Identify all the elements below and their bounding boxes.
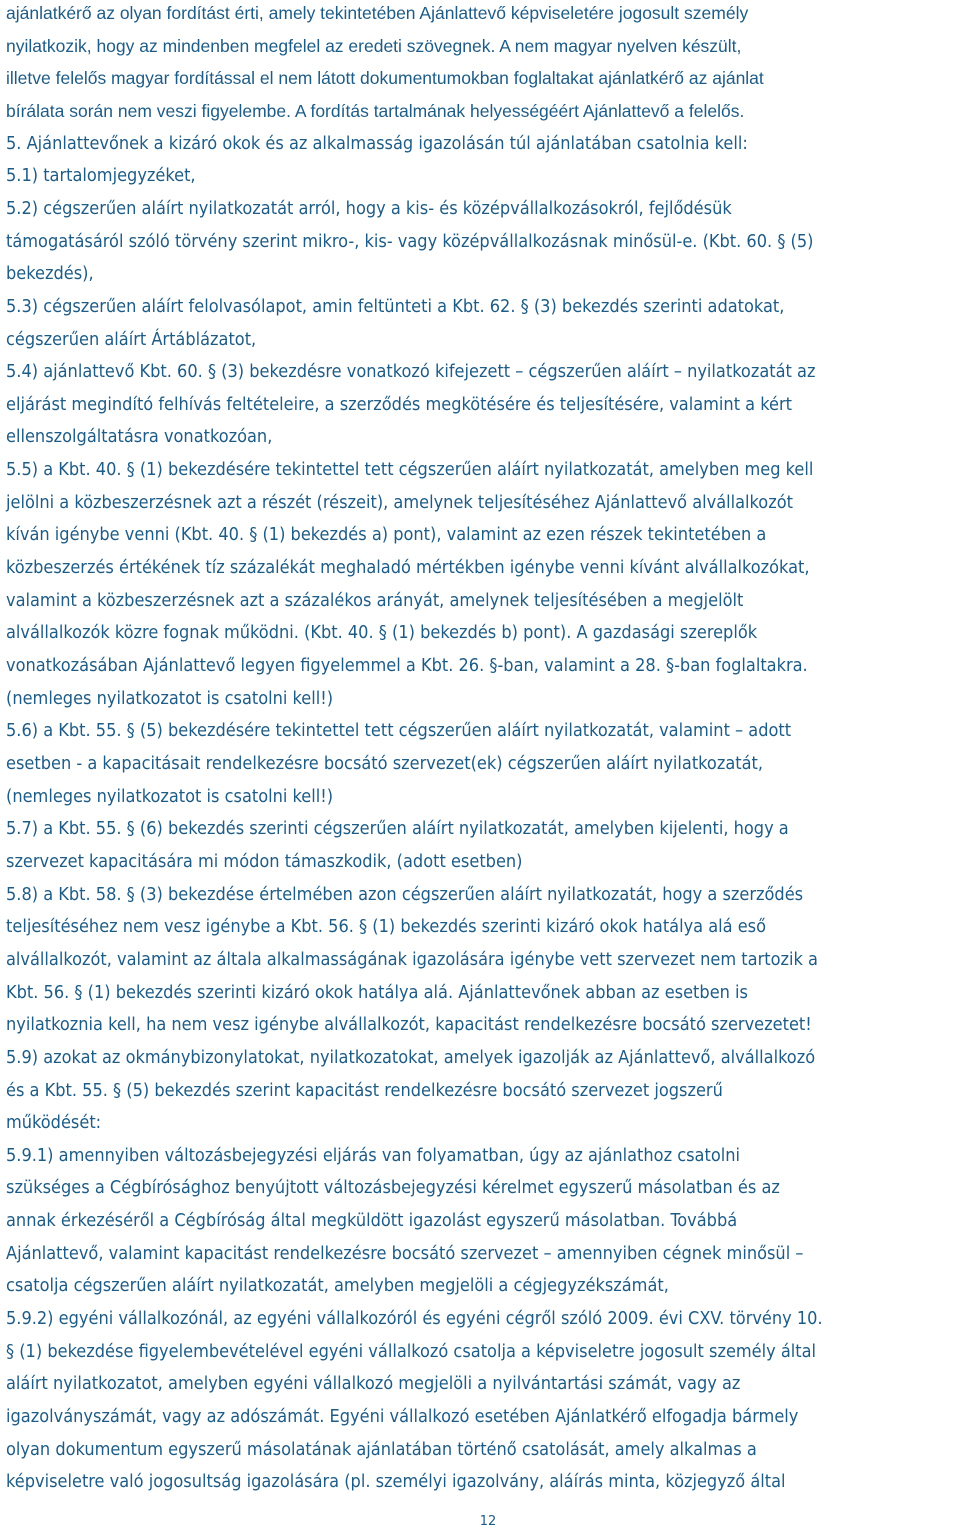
text-line: szervezet kapacitására mi módon támaszkodik, (adott esetben) — [6, 850, 523, 872]
text-line: nyilatkozik, hogy az mindenben megfelel az eredeti szövegnek. A nem magyar nyelven készült, — [6, 35, 742, 56]
text-line: 5.9.1) amennyiben változásbejegyzési eljárás van folyamatban, úgy az ajánlathoz csatolni — [6, 1144, 740, 1166]
text-line: kíván igénybe venni (Kbt. 40. § (1) bekezdés a) pont), valamint az ezen részek tekintetében a — [6, 524, 767, 546]
text-line: valamint a közbeszerzésnek azt a százalékos arányát, amelynek teljesítésében a megjelölt — [6, 589, 744, 611]
text-line: § (1) bekezdése figyelembevételével egyéni vállalkozó csatolja a képviseletre jogosult személy által — [6, 1340, 817, 1362]
text-line: 5.4) ajánlattevő Kbt. 60. § (3) bekezdésre vonatkozó kifejezett – cégszerűen aláírt – nyilatkozatát az — [6, 361, 816, 383]
text-line: 5.1) tartalomjegyzéket, — [6, 165, 196, 187]
text-line: támogatásáról szóló törvény szerint mikro-, kis- vagy középvállalkozásnak minősül-e. (Kbt. 60. § (5) — [6, 230, 814, 252]
text-line: működését: — [6, 1112, 102, 1134]
text-line: alvállalkozók közre fognak működni. (Kbt. 40. § (1) bekezdés b) pont). A gazdasági szereplők — [6, 622, 758, 644]
text-line: (nemleges nyilatkozatot is csatolni kell!) — [6, 785, 334, 807]
text-line: Ajánlattevő, valamint kapacitást rendelkezésre bocsátó szervezet – amennyiben cégnek minősül – — [6, 1242, 804, 1264]
text-line: közbeszerzés értékének tíz százalékát meghaladó mértékben igénybe venni kívánt alvállalkozókat, — [6, 557, 810, 578]
text-line: cégszerűen aláírt Ártáblázatot, — [6, 328, 257, 350]
text-line: (nemleges nyilatkozatot is csatolni kell!) — [6, 687, 334, 709]
text-line: 5.8) a Kbt. 58. § (3) bekezdése értelmében azon cégszerűen aláírt nyilatkozatát, hogy a szerződés — [6, 883, 804, 905]
text-line: jelölni a közbeszerzésnek azt a részét (részeit), amelynek teljesítéséhez Ajánlattevő alvállalkozót — [6, 491, 793, 513]
text-line: eljárást megindító felhívás feltételeire, a szerződés megkötésére és teljesítésére, valamint a kért — [6, 393, 792, 415]
text-line: szükséges a Cégbírósághoz benyújtott változásbejegyzési kérelmet egyszerű másolatban és az — [6, 1177, 780, 1199]
text-line: aláírt nyilatkozatot, amelyben egyéni vállalkozó megjelöli a nyilvántartási számát, vagy az — [6, 1373, 741, 1395]
text-line: annak érkezéséről a Cégbíróság által megküldött igazolást egyszerű másolatban. Továbbá — [6, 1210, 738, 1231]
text-line: bírálata során nem veszi figyelembe. A fordítás tartalmának helyességéért Ajánlattevő a felelős. — [6, 100, 745, 121]
text-line: 5.6) a Kbt. 55. § (5) bekezdésére tekintettel tett cégszerűen aláírt nyilatkozatát, valamint – adott — [6, 720, 792, 742]
text-line: csatolja cégszerűen aláírt nyilatkozatát, amelyben megjelöli a cégjegyzékszámát, — [6, 1275, 669, 1297]
text-line: 5.5) a Kbt. 40. § (1) bekezdésére tekintettel tett cégszerűen aláírt nyilatkozatát, amelyben meg kell — [6, 459, 814, 481]
page-number: 12 — [479, 1514, 497, 1529]
text-line: ajánlatkérő az olyan fordítást érti, amely tekintetében Ajánlattevő képviseletére jogosult személy — [6, 3, 749, 23]
text-line: vonatkozásában Ajánlattevő legyen figyelemmel a Kbt. 26. §-ban, valamint a 28. §-ban foglaltakra. — [6, 655, 808, 676]
text-line: igazolványszámát, vagy az adószámát. Egyéni vállalkozó esetében Ajánlatkérő elfogadja bármely — [6, 1406, 799, 1427]
text-line: ellenszolgáltatásra vonatkozóan, — [6, 426, 273, 448]
text-line: Kbt. 56. § (1) bekezdés szerinti kizáró okok hatálya alá. Ajánlattevőnek abban az esetben is — [6, 981, 748, 1003]
text-line: 5. Ajánlattevőnek a kizáró okok és az alkalmasság igazolásán túl ajánlatában csatolnia kell: — [6, 132, 748, 154]
text-line: nyilatkoznia kell, ha nem vesz igénybe alvállalkozót, kapacitást rendelkezésre bocsátó szervezetet! — [6, 1014, 812, 1036]
text-line: teljesítéséhez nem vesz igénybe a Kbt. 56. § (1) bekezdés szerinti kizáró okok hatálya alá eső — [6, 916, 767, 938]
text-line: 5.9) azokat az okmánybizonylatokat, nyilatkozatokat, amelyek igazolják az Ajánlattevő, alvállalkozó — [6, 1046, 816, 1068]
text-line: bekezdés), — [6, 263, 94, 285]
text-line: 5.7) a Kbt. 55. § (6) bekezdés szerinti cégszerűen aláírt nyilatkozatát, amelyben kijelenti, hogy a — [6, 818, 789, 840]
text-line: olyan dokumentum egyszerű másolatának ajánlatában történő csatolását, amely alkalmas a — [6, 1438, 757, 1460]
text-line: és a Kbt. 55. § (5) bekezdés szerint kapacitást rendelkezésre bocsátó szervezet jogszerű — [6, 1079, 723, 1101]
text-line: alvállalkozót, valamint az általa alkalmasságának igazolására igénybe vett szervezet nem tartozik a — [6, 948, 818, 970]
text-line: illetve felelős magyar fordítással el nem látott dokumentumokban foglaltakat ajánlatkérő az ajánlat — [6, 68, 764, 89]
text-line: képviseletre való jogosultság igazolására (pl. személyi igazolvány, aláírás minta, közjegyző által — [6, 1471, 786, 1493]
text-line: 5.2) cégszerűen aláírt nyilatkozatát arról, hogy a kis- és középvállalkozásokról, fejlődésük — [6, 197, 732, 219]
text-line: 5.3) cégszerűen aláírt felolvasólapot, amin feltünteti a Kbt. 62. § (3) bekezdés szerinti adatokat, — [6, 295, 785, 317]
text-line: 5.9.2) egyéni vállalkozónál, az egyéni vállalkozóról és egyéni cégről szóló 2009. évi CXV. törvény 10. — [6, 1308, 823, 1329]
text-line: esetben - a kapacitásait rendelkezésre bocsátó szervezet(ek) cégszerűen aláírt nyilatkozatát, — [6, 752, 764, 774]
